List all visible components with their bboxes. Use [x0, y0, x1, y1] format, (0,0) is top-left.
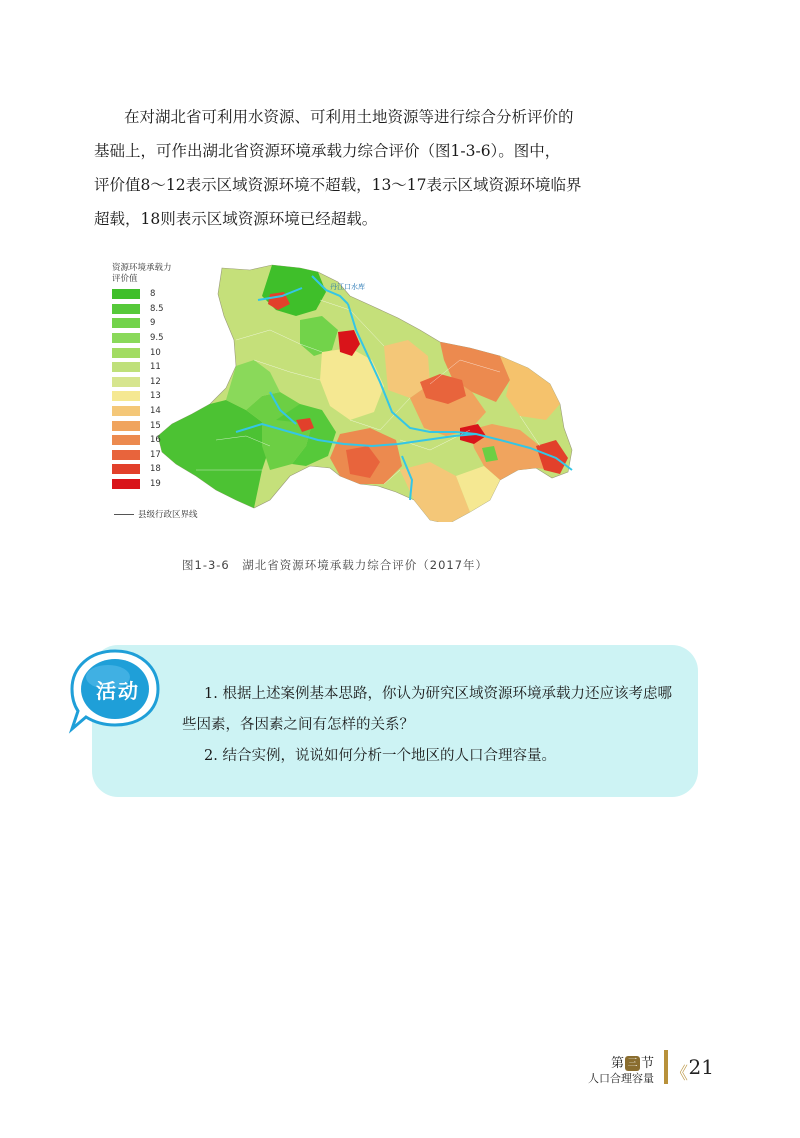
- legend-swatch: [112, 304, 140, 314]
- legend-value: 8: [150, 289, 156, 300]
- intro-paragraph: [94, 100, 614, 236]
- legend-items: [112, 287, 222, 491]
- legend-value: 11: [150, 362, 161, 373]
- footer-divider: [664, 1050, 668, 1084]
- legend-value: 9: [150, 318, 156, 329]
- legend-swatch: [112, 450, 140, 460]
- section-number-badge: 三: [625, 1056, 640, 1071]
- legend-swatch: [112, 406, 140, 416]
- legend-item: [112, 404, 222, 419]
- legend-item: [112, 462, 222, 477]
- legend-item: [112, 331, 222, 346]
- legend-value: 13: [150, 391, 161, 402]
- activity-question-1: 1. 根据上述案例基本思路，你认为研究区域资源环境承载力还应该考虑哪些因素，各因素之间有怎样的关系？: [182, 686, 672, 733]
- legend-swatch: [112, 348, 140, 358]
- legend-value: 12: [150, 376, 161, 387]
- legend-value: 17: [150, 449, 161, 460]
- section-prefix: 第: [610, 1056, 624, 1071]
- activity-question-2: 2. 结合实例，说说如何分析一个地区的人口合理容量。: [204, 748, 556, 764]
- legend-swatch: [112, 435, 140, 445]
- page-number: 21: [688, 1055, 714, 1079]
- map-legend: [112, 263, 222, 491]
- legend-value: 9.5: [150, 333, 164, 344]
- boundary-legend: [114, 508, 198, 520]
- paragraph-line: 超载，18则表示区域资源环境已经超载。: [94, 210, 378, 228]
- paragraph-line: 评价值8～12表示区域资源环境不超载，13～17表示区域资源环境临界: [94, 176, 582, 194]
- legend-value: 8.5: [150, 303, 164, 314]
- legend-swatch: [112, 289, 140, 299]
- section-subtitle: 人口合理容量: [588, 1072, 654, 1085]
- legend-item: [112, 389, 222, 404]
- legend-item: [112, 345, 222, 360]
- legend-item: [112, 360, 222, 375]
- activity-badge: [66, 645, 164, 737]
- paragraph-line: 在对湖北省可利用水资源、可利用土地资源等进行综合分析评价的: [124, 108, 574, 126]
- legend-item: [112, 375, 222, 390]
- page-footer: [540, 1052, 740, 1092]
- activity-questions: [182, 679, 682, 772]
- legend-item: [112, 433, 222, 448]
- activity-label: 活动: [96, 679, 140, 703]
- legend-title: 资源环境承载力: [112, 263, 172, 273]
- legend-item: [112, 287, 222, 302]
- section-title: [611, 1052, 654, 1071]
- legend-item: [112, 418, 222, 433]
- legend-value: 19: [150, 479, 161, 490]
- legend-value: 18: [150, 464, 161, 475]
- legend-item: [112, 302, 222, 317]
- legend-item: [112, 448, 222, 463]
- legend-value: 16: [150, 435, 161, 446]
- section-suffix: 节: [640, 1056, 654, 1071]
- legend-swatch: [112, 464, 140, 474]
- legend-value: 15: [150, 420, 161, 431]
- legend-swatch: [112, 318, 140, 328]
- legend-subtitle: 评价值: [112, 274, 138, 284]
- legend-swatch: [112, 421, 140, 431]
- legend-value: 10: [150, 347, 161, 358]
- figure-caption: 图1-3-6 湖北省资源环境承载力综合评价（2017年）: [182, 558, 489, 572]
- legend-swatch: [112, 391, 140, 401]
- legend-item: [112, 477, 222, 492]
- legend-swatch: [112, 333, 140, 343]
- legend-swatch: [112, 479, 140, 489]
- legend-swatch: [112, 362, 140, 372]
- legend-value: 14: [150, 406, 161, 417]
- legend-item: [112, 316, 222, 331]
- boundary-label: 县级行政区界线: [138, 510, 198, 520]
- legend-swatch: [112, 377, 140, 387]
- boundary-line-icon: [114, 514, 134, 515]
- paragraph-line: 基础上，可作出湖北省资源环境承载力综合评价（图1-3-6）。图中，: [94, 142, 561, 160]
- chevron-left-icon: 《: [671, 1064, 688, 1084]
- reservoir-label: 丹江口水库: [330, 283, 365, 291]
